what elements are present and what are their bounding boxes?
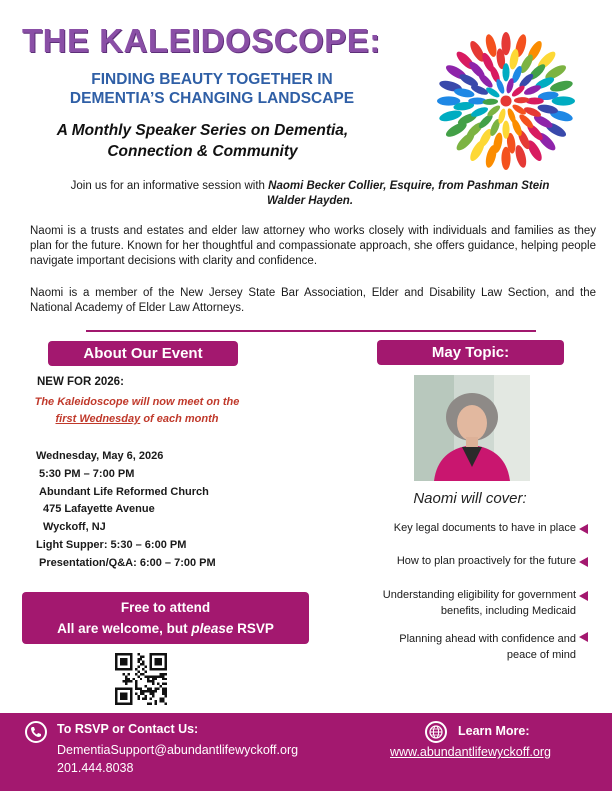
free-line-2-pre: All are welcome, but: [57, 621, 192, 636]
series-line-2: Connection & Community: [107, 143, 298, 160]
footer-bar: [0, 713, 612, 791]
intro-lead: Join us for an informative session with: [70, 180, 269, 192]
new-for-2026-label: NEW FOR 2026:: [37, 376, 124, 388]
free-line-2: [22, 618, 309, 639]
schedule-announcement: [18, 394, 256, 428]
about-event-heading: About Our Event: [48, 341, 238, 366]
free-line-1: Free to attend: [120, 600, 211, 615]
bio-paragraph-2: Naomi is a member of the New Jersey State Bar Association, Elder and Disability Law Section, and the National Academy of Elder Law Attorneys.: [30, 287, 596, 314]
bio-paragraph-1: Naomi is a trusts and estates and elder law attorney who works closely with individuals and families as they plan for the future. Known for her thoughtful and compassionate approach, she offers guidance, helping people navigate important decisions with clarity and confidence.: [30, 225, 596, 267]
section-divider: [86, 330, 536, 332]
subtitle-line-2: DEMENTIA’S CHANGING LANDSCAPE: [69, 90, 355, 107]
contact-email[interactable]: DementiaSupport@abundantlifewyckoff.org: [57, 743, 299, 757]
topic-item-3-line-1: Understanding eligibility for government: [382, 589, 576, 601]
topic-item-3-line-2: benefits, including Medicaid: [440, 605, 576, 617]
event-details: [36, 448, 216, 573]
triangle-left-icon: [579, 632, 588, 642]
naomi-will-cover-label: Naomi will cover:: [413, 490, 527, 507]
speaker-photo: [414, 375, 530, 481]
page-title: THE KALEIDOSCOPE:: [22, 22, 381, 59]
triangle-left-icon: [579, 591, 588, 601]
triangle-left-icon: [579, 524, 588, 534]
speaker-portrait-illustration: [414, 375, 530, 481]
website-link[interactable]: www.abundantlifewyckoff.org: [390, 745, 551, 759]
event-supper: Light Supper: 5:30 – 6:00 PM: [36, 538, 187, 551]
speaker-name: Naomi Becker Collier, Esquire, from Pashman Stein Walder Hayden.: [266, 180, 550, 207]
topic-item: [399, 631, 576, 663]
rsvp-heading: To RSVP or Contact Us:: [57, 722, 199, 736]
topic-item: [394, 520, 576, 536]
event-street: 475 Lafayette Avenue: [43, 503, 155, 516]
series-tagline: [30, 120, 375, 162]
topic-item-2-line-1: How to plan proactively for the future: [396, 555, 576, 567]
announce-line-2: [18, 411, 256, 428]
globe-icon: [425, 721, 447, 743]
topic-item-4-line-1: Planning ahead with confidence and: [399, 633, 576, 645]
announce-underlined: first Wednesday: [55, 413, 141, 425]
series-line-1: A Monthly Speaker Series on Dementia,: [56, 122, 349, 139]
subtitle-line-1: FINDING BEAUTY TOGETHER IN: [91, 71, 333, 88]
event-city: Wyckoff, NJ: [43, 521, 106, 534]
announce-post: of each month: [140, 413, 219, 425]
topic-item: [383, 587, 576, 619]
kaleidoscope-flower-icon: [430, 27, 582, 175]
triangle-left-icon: [579, 557, 588, 567]
intro-text: [60, 179, 560, 209]
contact-phone[interactable]: 201.444.8038: [57, 761, 134, 775]
free-line-2-emphasis: please: [191, 621, 234, 636]
event-venue: Abundant Life Reformed Church: [39, 485, 209, 498]
phone-icon: [25, 721, 47, 743]
topic-item: [397, 553, 576, 569]
event-presentation: Presentation/Q&A: 6:00 – 7:00 PM: [39, 556, 216, 569]
topic-item-1-line-1: Key legal documents to have in place: [393, 522, 576, 534]
may-topic-heading: May Topic:: [377, 340, 564, 365]
free-to-attend-banner: [22, 592, 309, 644]
qr-code-icon[interactable]: [115, 653, 167, 705]
announce-line-1: The Kaleidoscope will now meet on the: [34, 396, 240, 408]
event-date: Wednesday, May 6, 2026: [36, 450, 164, 462]
page-subtitle: [22, 70, 402, 108]
topic-item-4-line-2: peace of mind: [506, 649, 576, 661]
event-time: 5:30 PM – 7:00 PM: [39, 467, 135, 480]
learn-more-heading: Learn More:: [458, 724, 530, 738]
free-line-2-post: RSVP: [233, 621, 274, 636]
